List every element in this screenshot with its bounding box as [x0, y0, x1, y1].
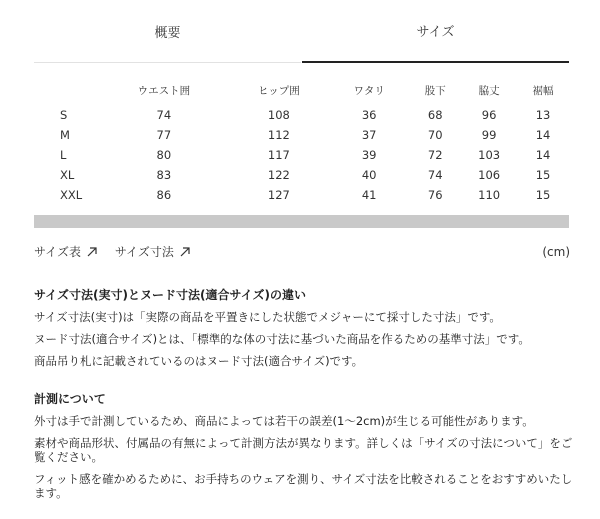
- table-cell: 74: [427, 168, 443, 182]
- table-cell: 127: [267, 188, 290, 202]
- table-header-cell: ヒップ囲: [258, 84, 300, 97]
- section-text: ヌード寸法(適合サイズ)とは、「標準的な体の寸法に基づいた商品を作るための基準寸法」です。: [34, 332, 530, 346]
- table-row: [60, 125, 570, 145]
- arrow-up-right-icon: [180, 247, 190, 257]
- table-cell: 68: [427, 108, 443, 122]
- table-cell: 13: [535, 108, 551, 122]
- table-cell: 99: [481, 128, 497, 142]
- table-cell: 110: [478, 188, 501, 202]
- table-cell: 70: [427, 128, 443, 142]
- table-header-cell: 脇丈: [478, 84, 500, 97]
- size-label: XXL: [60, 188, 83, 202]
- table-header-cell: ワタリ: [353, 84, 385, 97]
- size-measure-link-label: サイズ寸法: [114, 245, 174, 259]
- tab-overview[interactable]: 概要: [34, 0, 301, 63]
- table-row: [60, 165, 570, 185]
- tab-bar: [34, 0, 569, 62]
- table-cell: 83: [156, 168, 172, 182]
- table-header-cell: 股下: [424, 84, 446, 97]
- table-row: [60, 105, 570, 125]
- size-table: [60, 75, 570, 205]
- table-cell: 108: [267, 108, 290, 122]
- section-text: 外寸は手で計測しているため、商品によっては若干の誤差(1〜2cm)が生じる可能性があります。: [34, 414, 534, 428]
- size-links: [34, 243, 204, 260]
- table-cell: 77: [156, 128, 172, 142]
- table-cell: 122: [267, 168, 290, 182]
- table-cell: 74: [156, 108, 172, 122]
- table-row: [60, 145, 570, 165]
- measurement-section: [34, 390, 574, 508]
- table-cell: 14: [535, 128, 551, 142]
- table-header-cell: [60, 75, 100, 105]
- size-label: XL: [60, 168, 75, 182]
- table-cell: 39: [361, 148, 377, 162]
- section-text: フィット感を確かめるために、お手持ちのウェアを測り、サイズ寸法を比較されることをおすすめいたします。: [34, 472, 573, 500]
- table-cell: 96: [481, 108, 497, 122]
- table-cell: 112: [267, 128, 290, 142]
- horizontal-scrollbar[interactable]: [34, 215, 569, 228]
- size-label: M: [60, 128, 70, 142]
- table-cell: 103: [478, 148, 501, 162]
- arrow-up-right-icon: [87, 247, 97, 257]
- table-header-cell: 裾幅: [532, 84, 554, 97]
- table-cell: 76: [427, 188, 443, 202]
- size-difference-section: [34, 286, 574, 376]
- table-cell: 80: [156, 148, 172, 162]
- table-cell: 41: [361, 188, 377, 202]
- table-cell: 86: [156, 188, 172, 202]
- table-header-cell: ウエスト囲: [137, 84, 191, 97]
- table-cell: 15: [535, 168, 551, 182]
- table-cell: 37: [361, 128, 377, 142]
- section-text: 商品吊り札に記載されているのはヌード寸法(適合サイズ)です。: [34, 354, 364, 368]
- section-heading: 計測について: [34, 392, 106, 406]
- section-text: 素材や商品形状、付属品の有無によって計測方法が異なります。詳しくは「サイズの寸法について」をご覧ください。: [34, 436, 573, 464]
- unit-label: (cm): [542, 245, 570, 259]
- table-row: [60, 185, 570, 205]
- tab-size[interactable]: サイズ: [302, 0, 569, 63]
- section-heading: サイズ寸法(実寸)とヌード寸法(適合サイズ)の違い: [34, 288, 307, 302]
- size-chart-link[interactable]: [34, 243, 97, 260]
- table-cell: 40: [361, 168, 377, 182]
- table-cell: 117: [267, 148, 290, 162]
- scrollbar-thumb[interactable]: [34, 215, 569, 228]
- size-label: L: [60, 148, 67, 162]
- size-chart-link-label: サイズ表: [34, 245, 82, 259]
- table-cell: 15: [535, 188, 551, 202]
- section-text: サイズ寸法(実寸)は「実際の商品を平置きにした状態でメジャーにて採寸した寸法」です。: [34, 310, 501, 324]
- size-label: S: [60, 108, 68, 122]
- table-cell: 106: [478, 168, 501, 182]
- table-cell: 36: [361, 108, 377, 122]
- size-measure-link[interactable]: [115, 243, 190, 260]
- table-cell: 14: [535, 148, 551, 162]
- table-cell: 72: [427, 148, 443, 162]
- table-header-row: [60, 75, 570, 105]
